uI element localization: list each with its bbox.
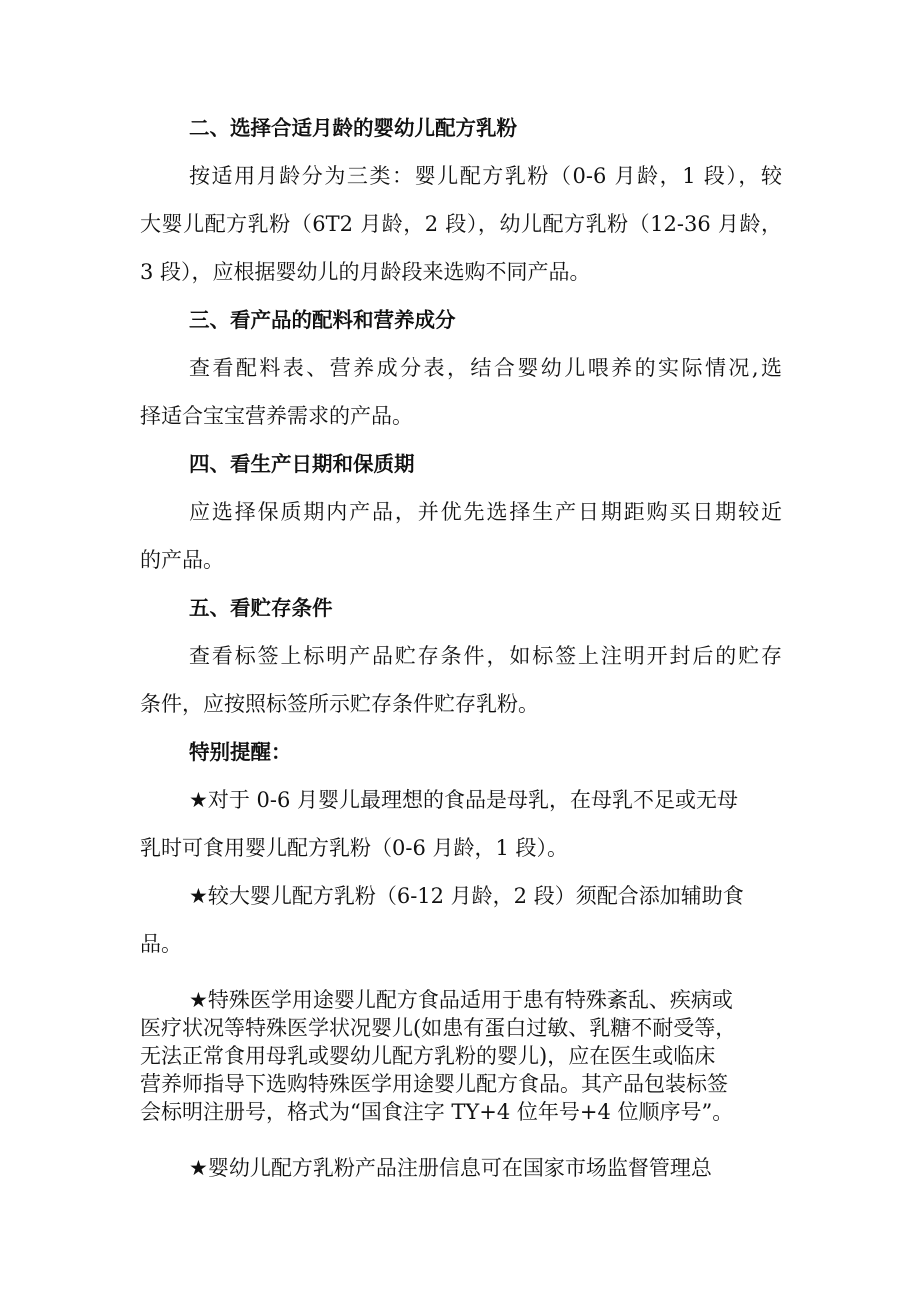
paragraph-line: 按适用月龄分为三类：婴儿配方乳粉（0-6 月龄，1 段），较 — [189, 164, 782, 188]
star-icon: ★ — [189, 988, 208, 1012]
paragraph-line: 无法正常食用母乳或婴幼儿配方乳粉的婴儿)，应在医生或临床 — [140, 1044, 716, 1068]
paragraph-line: 3 段），应根据婴幼儿的月龄段来选购不同产品。 — [140, 260, 591, 284]
reminder-text: 特殊医学用途婴儿配方食品适用于患有特殊紊乱、疾病或 — [207, 988, 733, 1012]
star-icon: ★ — [189, 788, 208, 812]
paragraph-line: 品。 — [140, 932, 182, 956]
reminder-heading: 特别提醒： — [189, 740, 292, 764]
paragraph-line: 的产品。 — [140, 548, 224, 572]
paragraph-line: 应选择保质期内产品，并优先选择生产日期距购买日期较近 — [189, 500, 782, 524]
reminder-item — [189, 988, 782, 1012]
reminder-item — [189, 1156, 782, 1180]
paragraph-line: 择适合宝宝营养需求的产品。 — [140, 404, 413, 428]
paragraph-line: 大婴儿配方乳粉（6T2 月龄，2 段），幼儿配方乳粉（12-36 月龄， — [140, 212, 782, 236]
paragraph-line: 条件，应按照标签所示贮存条件贮存乳粉。 — [140, 692, 539, 716]
paragraph-line: 营养师指导下选购特殊医学用途婴儿配方食品。其产品包装标签 — [140, 1072, 728, 1096]
paragraph-line: 会标明注册号，格式为“国食注字 TY+4 位年号+4 位顺序号”。 — [140, 1100, 734, 1124]
section-heading-5: 五、看贮存条件 — [189, 596, 333, 620]
reminder-item — [189, 884, 782, 908]
star-icon: ★ — [189, 884, 208, 908]
section-heading-2: 二、选择合适月龄的婴幼儿配方乳粉 — [189, 116, 517, 140]
paragraph-line: 乳时可食用婴儿配方乳粉（0-6 月龄，1 段）。 — [140, 836, 569, 860]
section-heading-3: 三、看产品的配料和营养成分 — [189, 308, 456, 332]
section-heading-4: 四、看生产日期和保质期 — [189, 452, 415, 476]
star-icon: ★ — [189, 1156, 208, 1180]
reminder-text: 较大婴儿配方乳粉（6-12 月龄，2 段）须配合添加辅助食 — [207, 884, 744, 908]
reminder-text: 对于 0-6 月婴儿最理想的食品是母乳，在母乳不足或无母 — [207, 788, 738, 812]
reminder-text: 婴幼儿配方乳粉产品注册信息可在国家市场监督管理总 — [207, 1156, 712, 1180]
paragraph-line: 查看配料表、营养成分表，结合婴幼儿喂养的实际情况,选 — [189, 356, 782, 380]
reminder-item — [189, 788, 782, 812]
paragraph-line: 查看标签上标明产品贮存条件，如标签上注明开封后的贮存 — [189, 644, 782, 668]
paragraph-line: 医疗状况等特殊医学状况婴儿(如患有蛋白过敏、乳糖不耐受等， — [140, 1016, 737, 1040]
